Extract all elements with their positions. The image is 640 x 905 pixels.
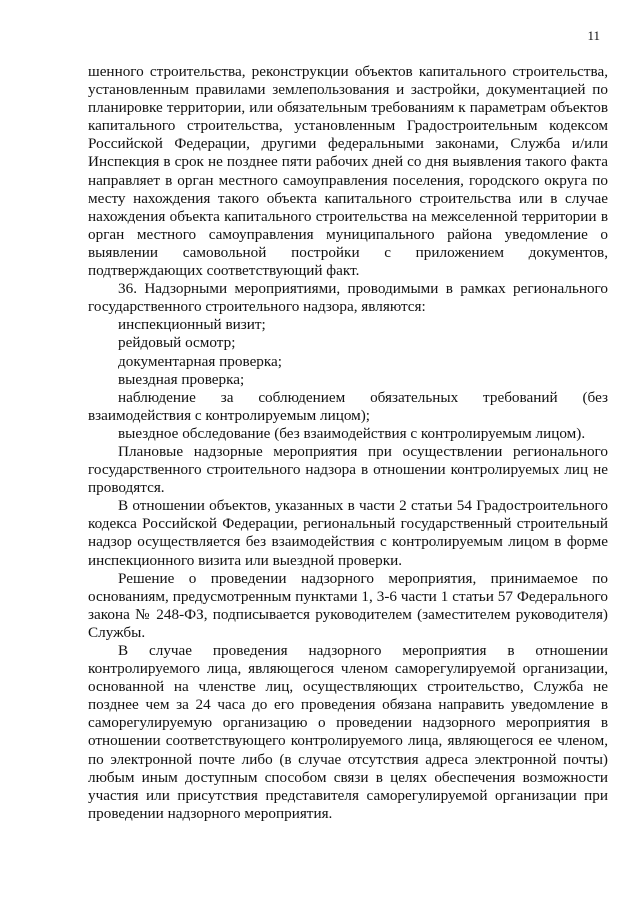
list-item-documentary-check: документарная проверка; (118, 352, 283, 370)
list-item-inspection-visit: инспекционный визит; (118, 316, 266, 334)
page-number: 11 (587, 28, 600, 43)
paragraph-decision: Решение о проведении надзорного мероприятия, принимаемое по основаниям, предусмотренным пунктами 1, 3-6 части 1 статьи 57 Федерального закона № 248-ФЗ, подписывается руководителем (заместителем руководителя) Службы. (88, 569, 608, 641)
list-item-field-check: выездная проверка; (118, 370, 245, 388)
list-item-observation: наблюдение за соблюдением обязательных требований (без взаимодействия с контролируемым лицом); (88, 388, 608, 424)
paragraph-item-36: 36. Надзорными мероприятиями, проводимыми в рамках регионального государственного строительного надзора, являются: (88, 280, 608, 316)
paragraph-article-54: В отношении объектов, указанных в части 2 статьи 54 Градостроительного кодекса Российской Федерации, региональный государственный строительный надзор осуществляется без взаимодействия с контролируемым лицом в форме инспекционного визита или выездной проверки. (88, 497, 608, 569)
list-item-raid-inspection: рейдовый осмотр; (118, 334, 236, 352)
paragraph-planned-measures: Плановые надзорные мероприятия при осуществлении регионального государственного строительного надзора в отношении контролируемых лиц не проводятся. (88, 442, 608, 497)
list-item-field-survey: выездное обследование (без взаимодействия с контролируемым лицом). (118, 424, 586, 442)
paragraph-continuation: шенного строительства, реконструкции объектов капитального строительства, установленным правилами землепользования и застройки, документацией по планировке территории, или обязательным требованиям к параметрам объектов капитального строительства, установленным Градостроительным кодексом Российской Федерации, другими федеральными законами, Служба и/или Инспекция в срок не позднее пяти рабочих дней со дня выявления такого факта направляет в орган местного самоуправления поселения, городского округа по месту нахождения такого объекта капитального строительства или в случае нахождения объекта капитального строительства на межселенной территории в орган местного самоуправления муниципального района уведомление о выявлении самовольной постройки с приложением документов, подтверждающих соответствующий факт. (88, 63, 608, 280)
paragraph-sro-notification: В случае проведения надзорного мероприятия в отношении контролируемого лица, являющегося членом саморегулируемой организации, основанной на членстве лиц, осуществляющих строительство, Служба не позднее чем за 24 часа до его проведения обязана направить уведомление в саморегулируемую организацию о проведении надзорного мероприятия в отношении соответствующего контролируемого лица, являющегося ее членом, по электронной почте либо (в случае отсутствия адреса электронной почты) любым иным доступным способом связи в целях обеспечения возможности участия или присутствия представителя саморегулируемой организации при проведении надзорного мероприятия. (88, 642, 608, 822)
document-body (88, 63, 608, 823)
